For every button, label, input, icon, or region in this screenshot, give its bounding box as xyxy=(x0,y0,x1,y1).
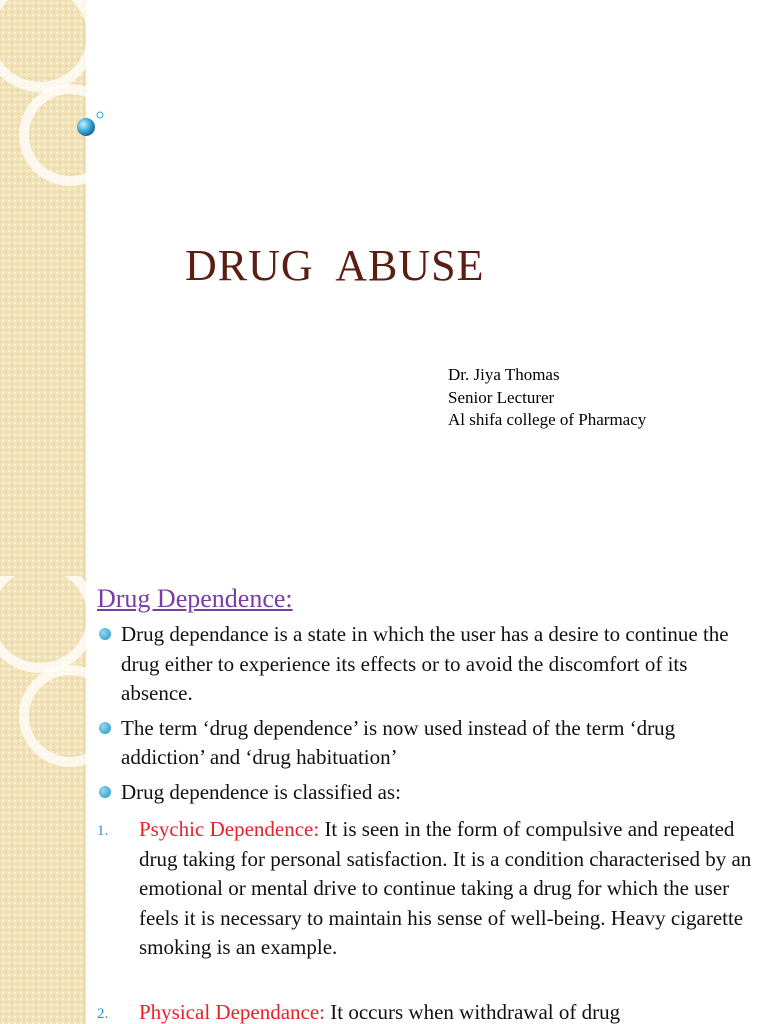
item-number: 1. xyxy=(97,823,109,839)
item-text: It is seen in the form of compulsive and repeated drug taking for personal satisfaction. It is a condition characterised by an emotional or mental drive to continue taking a drug for which the user feels it is necessary to maintain his sense of well-being. Heavy cigarette smoking is an example. xyxy=(139,817,752,959)
bullet-text: Drug dependance is a state in which the user has a desire to continue the drug either to experience its effects or to avoid the discomfort of its absence. xyxy=(121,622,729,705)
ring-ornament-icon xyxy=(0,576,110,1024)
slide-title: DRUG ABUSE xyxy=(185,241,485,290)
numbered-item xyxy=(97,815,757,963)
bullet-dot-icon xyxy=(99,722,111,734)
item-term: Physical Dependance: xyxy=(139,1000,326,1024)
author-name: Dr. Jiya Thomas xyxy=(448,365,560,384)
section-heading: Drug Dependence: xyxy=(97,584,293,613)
bullet-item xyxy=(97,778,757,808)
content-slide xyxy=(0,576,768,1024)
bullet-text: The term ‘drug dependence’ is now used instead of the term ‘drug addiction’ and ‘drug habituation’ xyxy=(121,715,676,769)
bullet-item xyxy=(97,714,757,773)
item-number: 2. xyxy=(97,1006,109,1022)
bullet-item xyxy=(97,620,757,709)
sphere-ornament-icon xyxy=(0,0,110,200)
bullet-text: Drug dependence is classified as: xyxy=(121,779,401,804)
item-term: Psychic Dependence: xyxy=(139,817,320,841)
bullet-dot-icon xyxy=(99,786,111,798)
item-text: It occurs when withdrawal of drug xyxy=(325,1000,621,1024)
author-position: Senior Lecturer xyxy=(448,388,555,407)
bullet-list xyxy=(97,620,757,812)
author-institution: Al shifa college of Pharmacy xyxy=(448,410,647,429)
bullet-dot-icon xyxy=(99,628,111,640)
numbered-item xyxy=(97,998,757,1024)
